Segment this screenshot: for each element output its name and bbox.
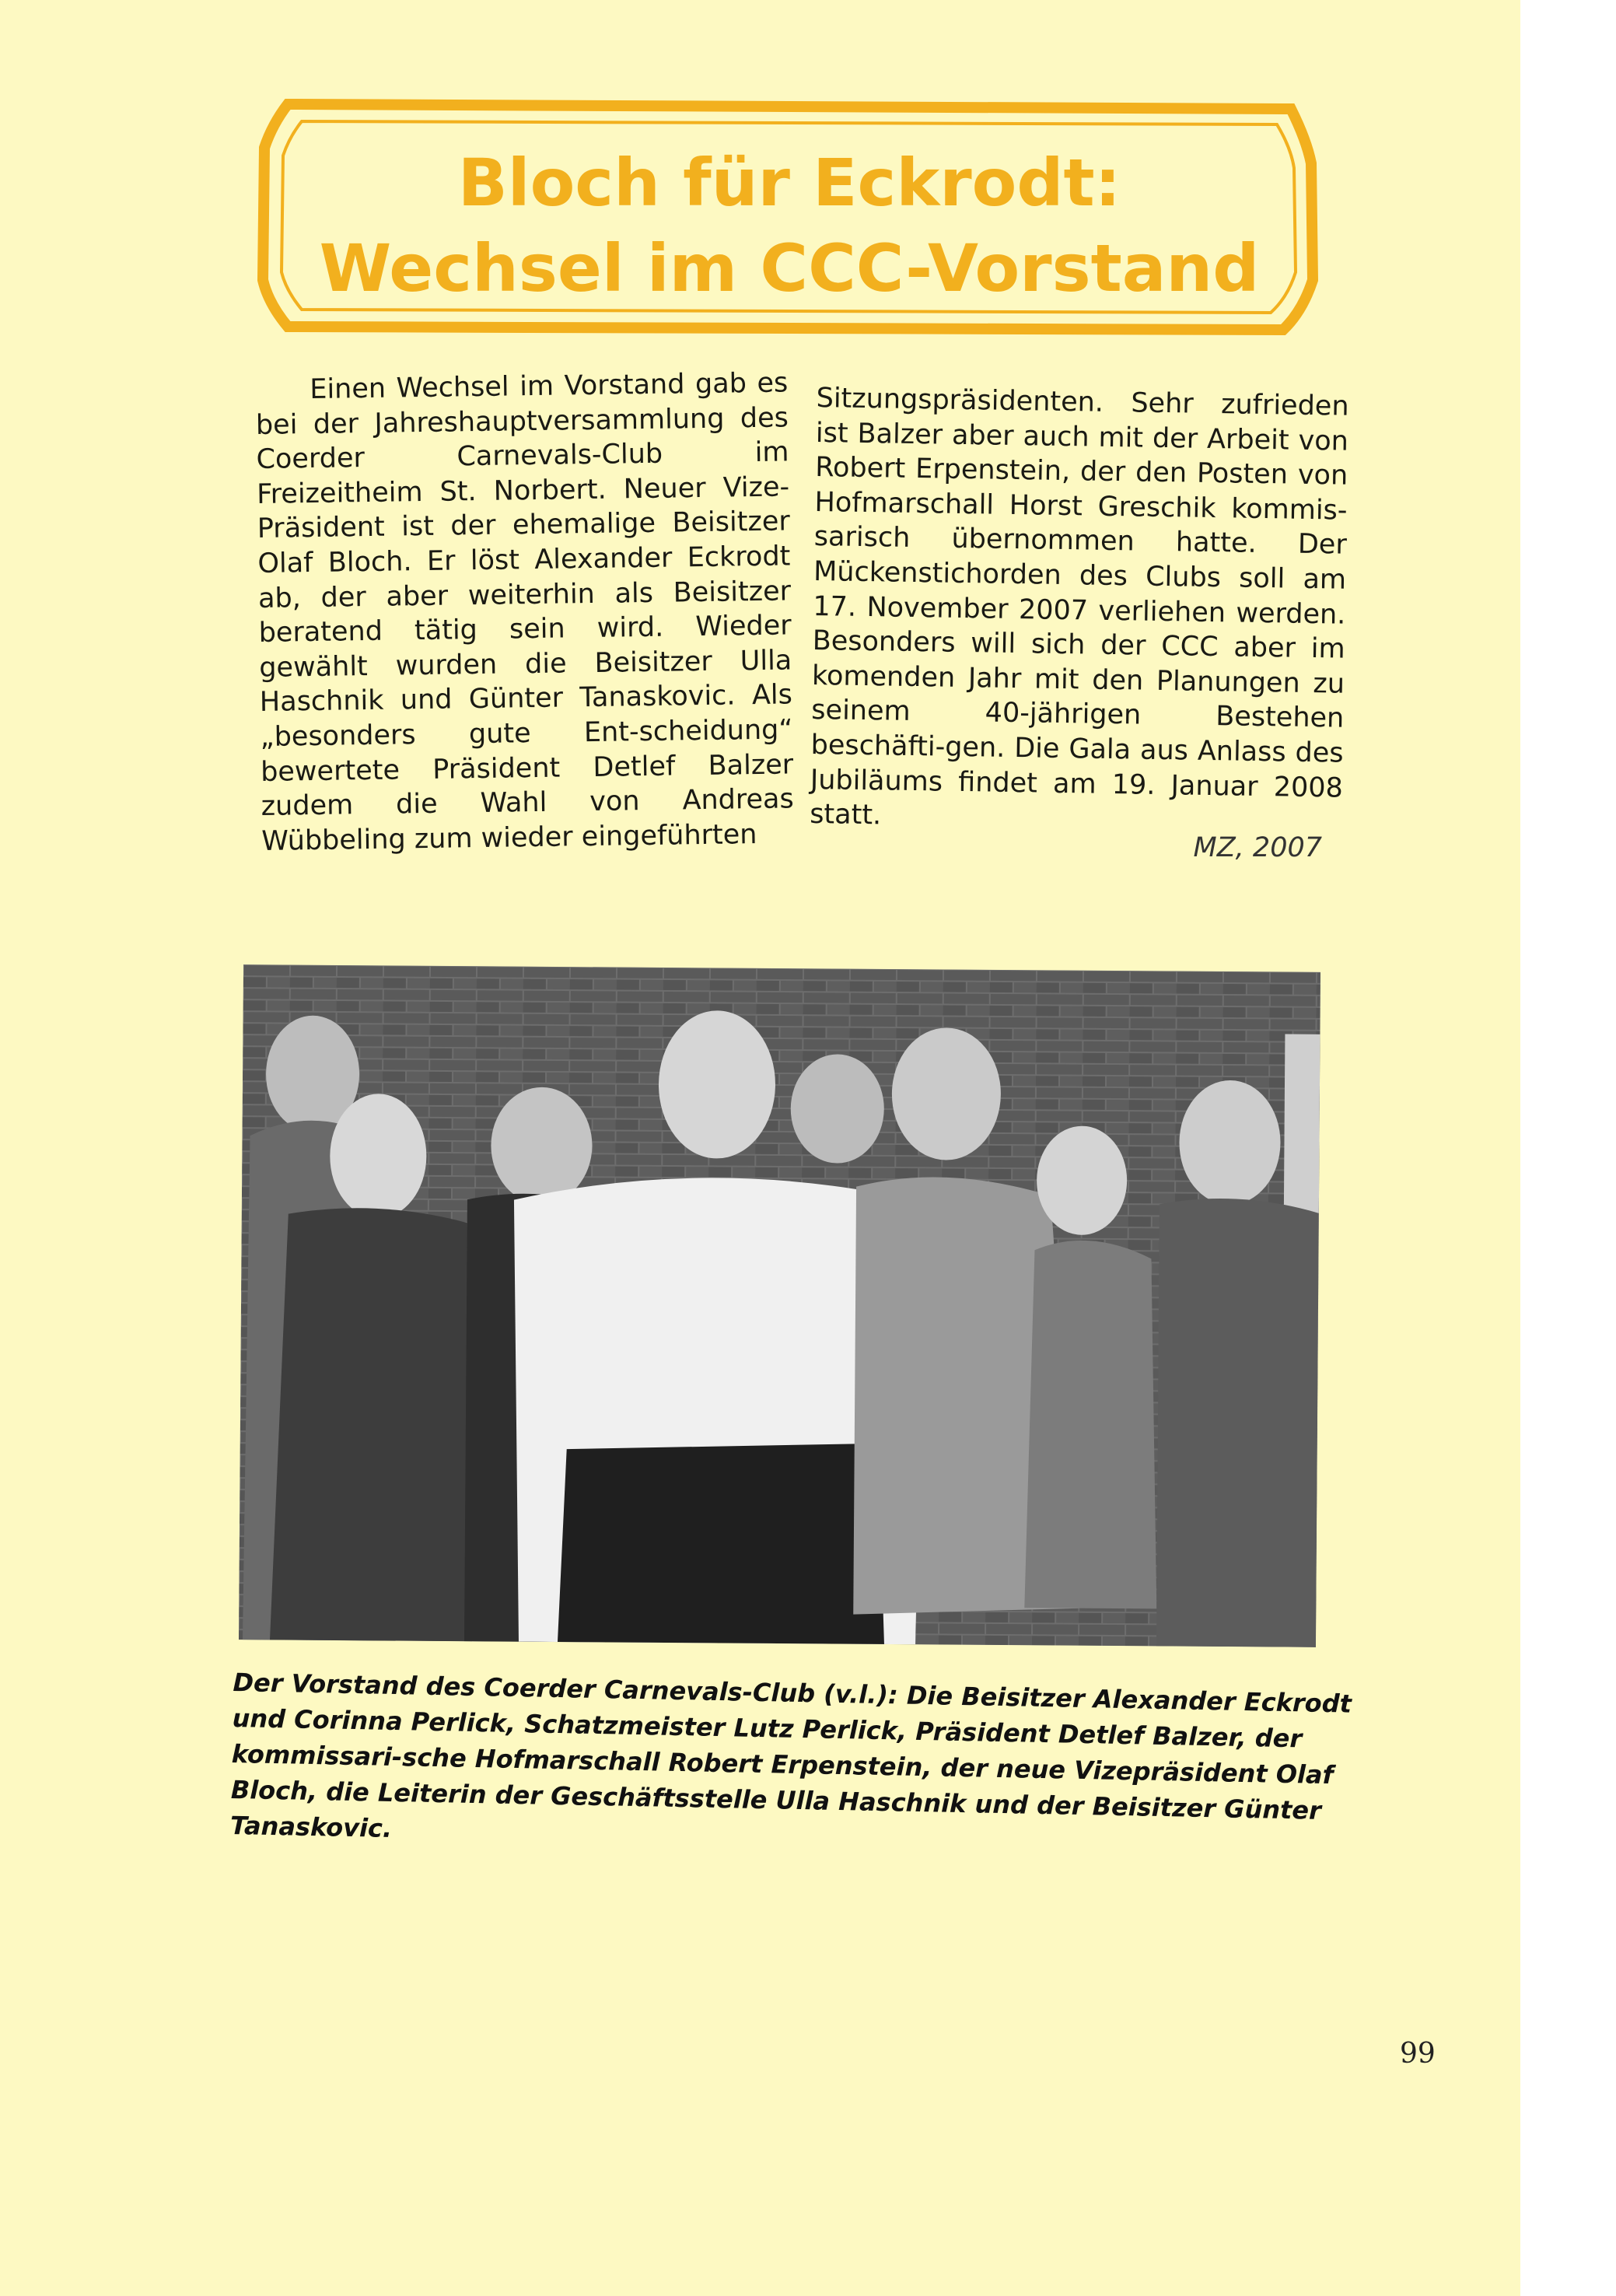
group-photo-image — [239, 964, 1320, 1647]
article-column-left: Einen Wechsel im Vorstand gab es bei der Jahreshauptversammlung des Coerder Carnevals-Club im Freizeitheim St. Norbert. Neuer Vize-Präsident ist der ehemalige Beisitzer Olaf Bloch. Er löst Alexander Eckrodt ab, der aber weiterhin als Beisitzer beratend tätig sein wird. Wieder gewählt wurden die Beisitzer Ulla Haschnik und Günter Tanaskovic. Als „besonders gute Ent-scheidung“ bewertete Präsident Detlef Balzer zudem die Wahl von Andreas Wübbeling zum wieder eingeführten — [255, 367, 794, 857]
article-source: MZ, 2007 — [1193, 832, 1322, 863]
article-column-right: Sitzungspräsidenten. Sehr zufrieden ist Balzer aber auch mit der Arbeit von Robert Erpenstein, der den Posten von Hofmarschall Horst Greschik kommis-sarisch übernommen hatte. Der Mückenstichorden des Clubs soll am 17. November 2007 verliehen werden. Besonders will sich der CCC aber im komenden Jahr mit den Planungen zu seinem 40-jährigen Bestehen beschäfti-gen. Die Gala aus Anlass des Jubiläums findet am 19. Januar 2008 statt. — [809, 382, 1349, 831]
group-photo — [239, 964, 1320, 1647]
article-title-line-2: Wechsel im CCC-Vorstand — [319, 230, 1260, 306]
article-title-line-1: Bloch für Eckrodt: — [457, 145, 1121, 221]
photo-caption: Der Vorstand des Coerder Carnevals-Club (v.l.): Die Beisitzer Alexander Eckrodt und Corinna Perlick, Schatzmeister Lutz Perlick, Präsident Detlef Balzer, der kommissari-sche Hofmarschall Robert Erpenstein, der neue Vizepräsident Olaf Bloch, die Leiterin der Geschäftsstelle Ulla Haschnik und der Beisitzer Günter Tanaskovic. — [229, 1667, 1352, 1843]
article-title — [257, 140, 1322, 311]
title-frame — [257, 93, 1322, 342]
page-number: 99 — [1400, 2038, 1436, 2070]
